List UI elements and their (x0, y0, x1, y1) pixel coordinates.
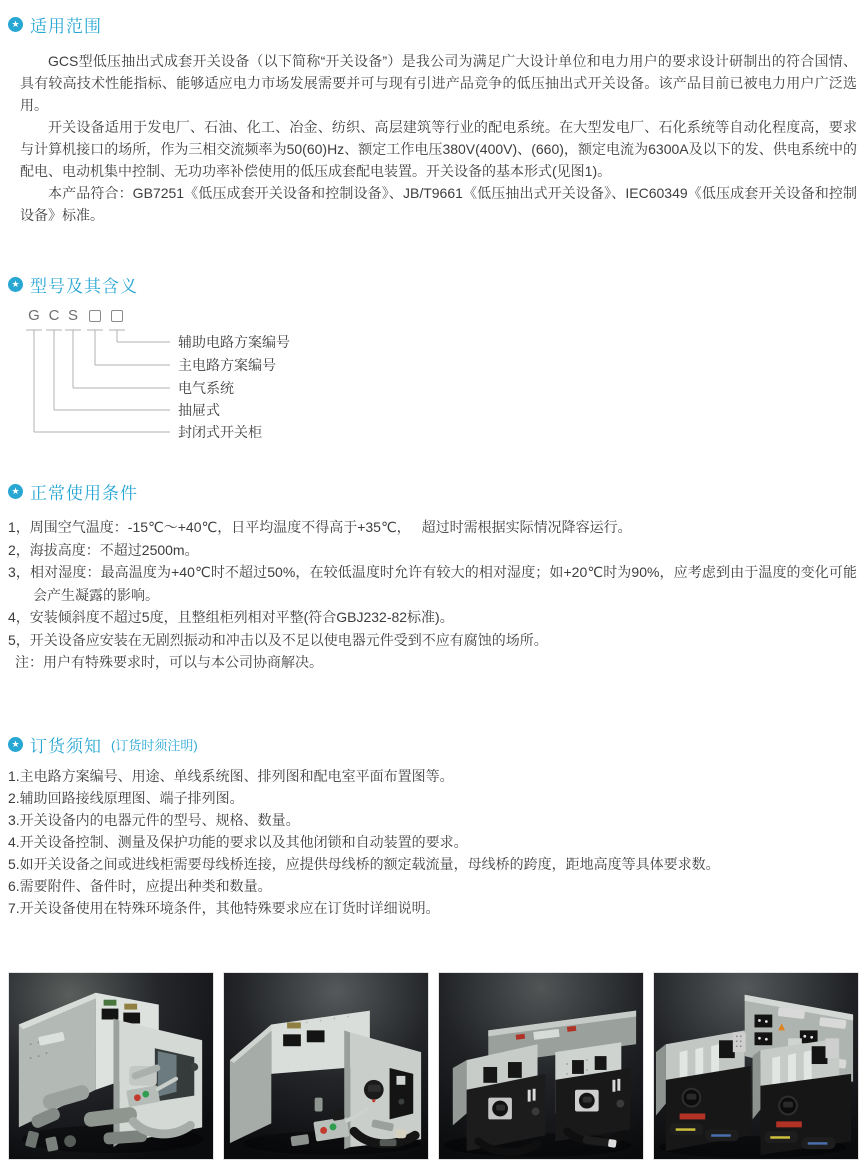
section-title-conditions: 正常使用条件 (30, 484, 138, 503)
ordering-item-1: 1.主电路方案编号、用途、单线系统图、排列图和配电室平面布置图等。 (8, 767, 454, 784)
scope-paragraph-3: 本产品符合：GB7251《低压成套开关设备和控制设备》、JB/T9661《低压抽出式开关设备》、IEC60349《低压成套开关设备和控制设备》标准。 (20, 185, 857, 223)
ordering-item-3: 3.开关设备内的电器元件的型号、规格、数量。 (8, 811, 300, 828)
circled-star-icon: ★ (8, 17, 23, 32)
model-code-placeholder-box-1 (89, 310, 101, 322)
section-subtitle-ordering: (订货时须注明) (111, 737, 198, 753)
scope-paragraph-2: 开关设备适用于发电厂、石油、化工、冶金、纺织、高层建筑等行业的配电系统。在大型发电厂、石化系统等自动化程度高，要求与计算机接口的场所，作为三相交流频率为50(60)Hz、额定工作电压380V(400V)、(660)，额定电流为6300A及以下的发、供电系统中的配电、电动机集中控制、无功功率补偿使用的低压成套配电装置。开关设备的基本形式(见图1)。 (20, 119, 857, 179)
section-title-ordering: 订货须知 (30, 736, 102, 756)
section-header-model (8, 272, 859, 297)
model-label-drawer-type: 抽屉式 (178, 402, 220, 418)
ordering-item-5: 5.如开关设备之间或进线柜需要母线桥连接，应提供母线桥的额定载流量，母线桥的跨度，距地高度等具体要求数。 (8, 855, 720, 872)
model-code-letter-S: S (67, 307, 78, 324)
section-model (8, 272, 859, 443)
circled-star-icon: ★ (8, 277, 23, 292)
ordering-item-6: 6.需要附件、备件时，应提出种类和数量。 (8, 877, 272, 894)
section-header-conditions (8, 479, 859, 504)
section-header-scope (8, 12, 859, 37)
product-photo-strip (8, 972, 859, 1160)
product-photo-2 (223, 972, 429, 1160)
section-conditions (8, 479, 859, 674)
condition-item-5: 5，开关设备应安装在无剧烈振动和冲击以及不足以使电器元件受到不应有腐蚀的场所。 (8, 631, 548, 648)
ordering-item-4: 4.开关设备控制、测量及保护功能的要求以及其他闭锁和自动装置的要求。 (8, 833, 468, 850)
ordering-item-7: 7.开关设备使用在特殊环境条件，其他特殊要求应在订货时详细说明。 (8, 899, 440, 916)
condition-item-2: 2，海拔高度：不超过2500m。 (8, 541, 199, 558)
section-title-scope: 适用范围 (30, 17, 102, 36)
scope-paragraph-1: GCS型低压抽出式成套开关设备（以下简称“开关设备”）是我公司为满足广大设计单位和电力用户的要求设计研制出的符合国情、具有较高技术性能指标、能够适应电力市场发展需要并可与现有引进产品竞争的低压抽出式开关设备。该产品目前已被电力用户广泛选用。 (20, 53, 857, 113)
section-title-model: 型号及其含义 (30, 277, 138, 296)
condition-item-3: 3，相对湿度：最高温度为+40℃时不超过50%，在较低温度时允许有较大的相对湿度；如+20℃时为90%，应考虑到由于温度的变化可能会产生凝露的影响。 (8, 564, 857, 603)
ordering-item-2: 2.辅助回路接线原理图、端子排列图。 (8, 789, 244, 806)
condition-note: 注：用户有特殊要求时，可以与本公司协商解决。 (15, 654, 323, 670)
ordering-list (8, 765, 859, 919)
model-label-electric-system: 电气系统 (178, 380, 234, 396)
model-label-aux-circuit: 辅助电路方案编号 (178, 334, 290, 350)
condition-item-1: 1，周围空气温度：-15℃～+40℃，日平均温度不得高于+35℃， 超过时需根据实际情况降容运行。 (8, 519, 632, 535)
section-header-ordering (8, 732, 859, 757)
model-code-placeholder-box-2 (111, 310, 123, 322)
product-photo-4 (653, 972, 859, 1160)
circled-star-icon: ★ (8, 737, 23, 752)
model-label-main-circuit: 主电路方案编号 (178, 357, 276, 373)
section-scope (8, 12, 859, 226)
section-ordering (8, 732, 859, 919)
product-photo-3 (438, 972, 644, 1160)
circled-star-icon: ★ (8, 484, 23, 499)
model-code-letter-G: G (28, 307, 40, 324)
condition-item-4: 4，安装倾斜度不超过5度，且整组柜列相对平整(符合GBJ232-82标准)。 (8, 609, 454, 625)
product-photo-1 (8, 972, 214, 1160)
conditions-list (8, 516, 859, 674)
model-code-diagram (20, 303, 859, 443)
model-code-letter-C: C (48, 307, 60, 324)
diagram-connector-lines (20, 303, 580, 443)
scope-paragraphs (8, 50, 859, 226)
model-label-enclosed-cabinet: 封闭式开关柜 (178, 424, 262, 440)
